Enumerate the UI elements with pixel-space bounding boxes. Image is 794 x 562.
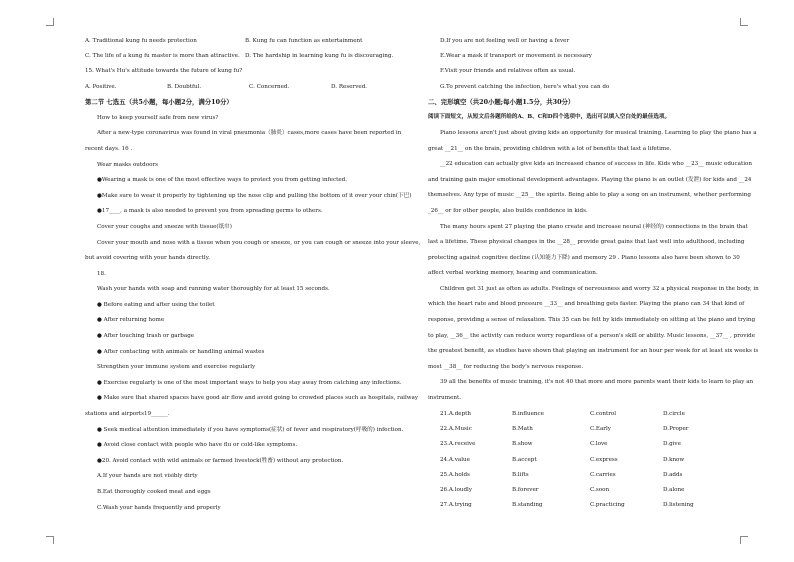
answer-option: E.Wear a mask if transport or movement is necessary bbox=[440, 53, 592, 60]
section-instruction: 阅读下面短文，从短文后各题所给的A、B、C和D四个选项中，选出可以填入空白处的最佳选项。 bbox=[428, 114, 671, 121]
passage-line: Wear masks outdoors bbox=[97, 161, 159, 168]
choice-option: C.control bbox=[590, 410, 617, 417]
choice-option: B.show bbox=[512, 441, 533, 448]
passage-line: ● After contacting with animals or handling animal wastes bbox=[97, 348, 265, 355]
cloze-choices bbox=[428, 407, 760, 514]
passage-line: but avoid covering with your hands directly. bbox=[85, 255, 210, 262]
passage-line: ● After returning home bbox=[97, 317, 165, 324]
passage-line: the greatest benefit, as studies have shown that playing an instrument for an hour per week for at least six weeks is bbox=[428, 348, 759, 355]
passage-line: The many hours spent 27 playing the piano create and increase neural (神经的) connections in the brain that bbox=[440, 223, 748, 230]
answer-option: D.If you are not feeling well or having a fever bbox=[440, 38, 570, 44]
choice-option: C.soon bbox=[590, 487, 610, 494]
passage-line: ●17____, a mask is also needed to prevent you from spreading germs to others. bbox=[97, 208, 323, 215]
choice-option: C.express bbox=[590, 456, 618, 463]
passage-line: response, providing a sense of relaxation. This 35 can be felt by kids immediately on sitting at the piano and trying bbox=[428, 317, 756, 324]
choice-option: D.adds bbox=[663, 471, 683, 478]
choice-row bbox=[428, 422, 760, 437]
choice-option: 21.A.depth bbox=[440, 410, 472, 417]
choice-option: C.love bbox=[590, 441, 608, 448]
passage-line: most __38__ for reducing the body's nervous response. bbox=[428, 363, 584, 370]
choice-option: D.Proper bbox=[663, 425, 689, 432]
crop-mark bbox=[740, 18, 748, 26]
reading-passage bbox=[85, 111, 420, 516]
passage-line: Wash your hands with soap and running water thoroughly for at least 15 seconds. bbox=[97, 286, 330, 293]
passage-line: ● Exercise regularly is one of the most important ways to help you stay away from catching any infections. bbox=[97, 379, 402, 386]
passage-line: ● Before eating and after using the toilet bbox=[97, 301, 215, 308]
passage-line: B.Eat thoroughly cooked meat and eggs bbox=[97, 489, 211, 495]
choice-option: 22.A.Music bbox=[440, 425, 472, 432]
option-text: C. The life of a kung fu master is more than attractive. bbox=[85, 53, 240, 60]
passage-line: __22 education can actually give kids an increased chance of success in life. Kids who __23__ music education bbox=[440, 161, 753, 168]
q14-options-row-2 bbox=[85, 49, 420, 64]
choice-option: 26.A.loudly bbox=[440, 487, 473, 494]
passage-line: affect verbal working memory, hearing and communication. bbox=[428, 270, 598, 277]
choice-row bbox=[428, 453, 760, 468]
option-text: A. Traditional kung fu needs protection bbox=[85, 38, 197, 44]
passage-line: which the heart rate and blood pressure __33__ and breathing gets faster. Playing the piano can 34 that kind of bbox=[428, 301, 745, 308]
option-text: D. The hardship in learning kung fu is discouraging. bbox=[245, 53, 394, 60]
choice-row bbox=[428, 483, 760, 498]
choice-option: B.Math bbox=[512, 425, 533, 432]
passage-line: to play, __36__ the activity can reduce worry regardless of a person's skill or ability. Music lessons, __37__ , provide bbox=[428, 332, 756, 339]
answer-option: F.Visit your friends and relatives often as usual. bbox=[440, 68, 576, 75]
choice-option: B.standing bbox=[512, 502, 543, 509]
passage-line: Piano lessons aren't just about giving kids an opportunity for musical training. Learning to play the piano has a bbox=[440, 129, 757, 136]
section-title: 二、完形填空（共20小题;每小题1.5分，共30分） bbox=[428, 97, 575, 106]
choice-option: D.give bbox=[663, 441, 681, 448]
passage-line: _26__ or for other people, also builds confidence in kids. bbox=[428, 207, 588, 214]
passage-line: ● Seek medical attention immediately if you have symptoms(症状) of fever and respiratory(呼吸的) infection. bbox=[97, 426, 404, 433]
crop-mark bbox=[740, 536, 748, 544]
passage-line: and training gain major emotional development advantages. Playing the piano is an outlet (发泄) for kids and __24 bbox=[428, 176, 752, 183]
right-column bbox=[428, 34, 760, 514]
passage-line: instrument. bbox=[428, 395, 462, 402]
choice-option: B.lifts bbox=[512, 471, 529, 478]
passage-line: ●Make sure to wear it properly by tightening up the nose clip and pulling the bottom of it over your chin(下巴) bbox=[97, 192, 412, 199]
passage-line: 39 all the benefits of music training, it's not 40 that more and more parents want their kids to learn to play an bbox=[440, 379, 754, 386]
passage-line: stations and airports19______. bbox=[85, 411, 170, 418]
section-title: 第二节 七选五（共5小题，每小题2分，满分10分） bbox=[85, 98, 233, 107]
answer-option: G.To prevent catching the infection, here's what you can do bbox=[440, 83, 610, 90]
choice-option: C.carries bbox=[590, 471, 616, 478]
passage-line: 18. bbox=[97, 270, 106, 277]
passage-line: last a lifetime. These physical changes in the __28__ provide great gains that last well into adulthood, including bbox=[428, 239, 745, 246]
choice-option: D.listening bbox=[663, 502, 694, 509]
question-stem: 15. What's Hu's attitude towards the future of kung fu? bbox=[85, 68, 243, 75]
choice-option: 24.A.value bbox=[440, 456, 470, 463]
choice-row bbox=[428, 407, 760, 422]
left-column bbox=[85, 34, 420, 516]
passage-line: protecting against cognitive decline (认知能力下降) and memory 29 . Piano lessons also have been shown to 30 bbox=[428, 254, 740, 261]
passage-line: ●Wearing a mask is one of the most effective ways to protect you from getting infected. bbox=[97, 177, 347, 184]
cloze-passage bbox=[428, 126, 760, 407]
q15-options bbox=[85, 80, 420, 95]
option-text: B. Doubtful. bbox=[167, 83, 202, 90]
passage-line: themselves. Any type of music __25__ the spirits. Being able to play a song on an instrument, whether performing bbox=[428, 192, 751, 199]
choice-option: B.forever bbox=[512, 487, 539, 494]
choice-option: B.influence bbox=[512, 410, 544, 417]
choice-option: 23.A.receive bbox=[440, 441, 476, 448]
choice-option: D.alone bbox=[663, 487, 685, 494]
passage-line: Cover your coughs and sneeze with tissue(纸巾) bbox=[97, 223, 232, 230]
option-text: C. Concerned. bbox=[249, 83, 290, 90]
choice-option: B.accept bbox=[512, 456, 537, 463]
passage-line: Children get 31 just as often as adults. Feelings of nervousness and worry 32 a physical response in the body, in bbox=[440, 285, 759, 292]
choice-row bbox=[428, 437, 760, 452]
passage-line: recent days. 16 . bbox=[85, 145, 133, 152]
passage-line: great __21__ on the brain, providing children with a lot of benefits that last a lifetime. bbox=[428, 145, 672, 152]
passage-line: Strengthen your immune system and exercise regularly bbox=[97, 364, 256, 371]
passage-line: ● After touching trash or garbage bbox=[97, 333, 195, 340]
crop-mark bbox=[46, 18, 54, 26]
option-text: A. Positive. bbox=[85, 83, 117, 90]
option-text: D. Reserved. bbox=[331, 83, 368, 90]
choice-option: D.know bbox=[663, 456, 685, 463]
passage-line: ●20. Avoid contact with wild animals or farmed livestock(牲畜) without any protection. bbox=[97, 457, 344, 464]
choice-option: D.circle bbox=[663, 410, 685, 417]
q14-options-row-1 bbox=[85, 34, 420, 49]
passage-line: ● Avoid close contact with people who have flu or cold-like symptoms. bbox=[97, 442, 298, 449]
choice-option: 27.A.trying bbox=[440, 502, 472, 509]
passage-line: ● Make sure that shared spaces have good air flow and avoid going to crowded places such as hospitals, railway bbox=[97, 395, 419, 402]
passage-line: Cover your mouth and nose with a tissue when you cough or sneeze, or you can cough or sneeze into your sleeve, bbox=[97, 239, 420, 246]
passage-line: How to keep yourself safe from new virus? bbox=[97, 114, 219, 121]
choice-row bbox=[428, 468, 760, 483]
option-text: B. Kung fu can function as entertainment bbox=[245, 38, 363, 44]
choice-option: C.practicing bbox=[590, 502, 625, 509]
choice-row bbox=[428, 498, 760, 513]
crop-mark bbox=[46, 536, 54, 544]
choice-option: C.Early bbox=[590, 425, 611, 432]
passage-line: A.If your hands are not visibly dirty bbox=[97, 473, 198, 480]
passage-line: After a new-type coronavirus was found in viral pneumonia（肺炎）cases,more cases have been reported in bbox=[97, 130, 402, 137]
passage-line: C.Wash your hands frequently and properly bbox=[97, 504, 221, 511]
choice-option: 25.A.holds bbox=[440, 471, 470, 478]
